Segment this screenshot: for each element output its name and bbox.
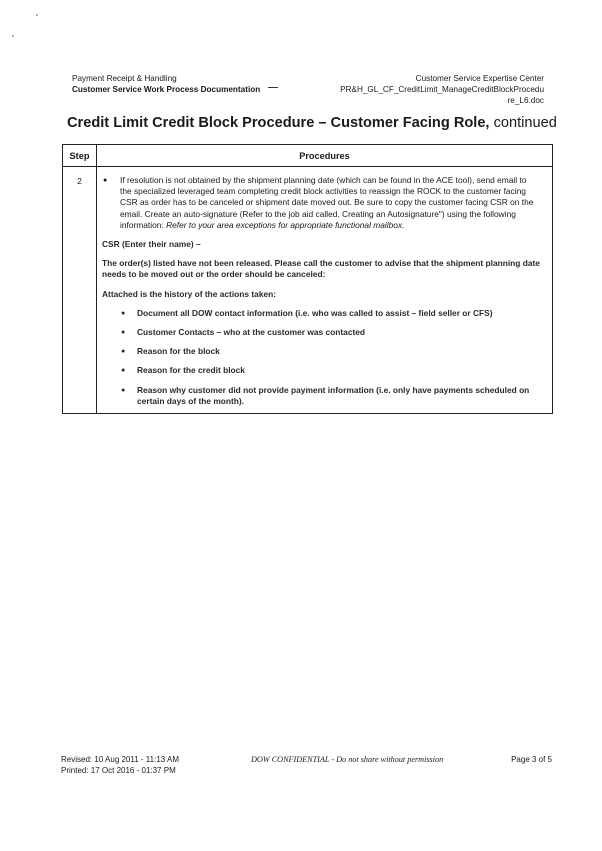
column-header-procedures: Procedures	[97, 145, 553, 167]
list-item-text: Document all DOW contact information (i.e. who was called to assist – field seller or CFS)	[137, 307, 493, 318]
table-header-row	[63, 145, 553, 167]
page-title-main: Credit Limit Credit Block Procedure – Customer Facing Role,	[67, 115, 490, 131]
order-message: The order(s) listed have not been released. Please call the customer to advise that the shipment planning date needs to be moved out or the order should be canceled:	[102, 258, 540, 280]
attached-history-line: Attached is the history of the actions taken:	[102, 288, 277, 299]
column-header-step: Step	[63, 145, 97, 167]
bullet-icon: ●	[121, 329, 126, 337]
list-item-text: Reason for the block	[137, 346, 220, 357]
header-doc-type: Customer Service Work Process Documentation	[72, 85, 261, 94]
bullet-icon: ●	[121, 367, 126, 375]
footer-dates	[61, 755, 179, 776]
header-filename-line2: re_L6.doc	[507, 96, 544, 105]
csr-line: CSR (Enter their name) –	[102, 239, 201, 250]
list-item	[121, 308, 540, 319]
header-filename-line1: PR&H_GL_CF_CreditLimit_ManageCreditBlockProcedu	[340, 85, 544, 94]
header-rule	[268, 87, 278, 88]
scan-speck	[36, 14, 38, 16]
list-item	[121, 346, 540, 357]
procedure-cell	[97, 167, 553, 414]
list-item	[121, 327, 540, 338]
table-row	[63, 167, 553, 414]
list-item	[121, 365, 540, 376]
list-item-text: Customer Contacts – who at the customer was contacted	[137, 327, 366, 338]
bullet-icon: ●	[121, 348, 126, 356]
footer-confidential: DOW CONFIDENTIAL - Do not share without permission	[251, 755, 444, 764]
list-item-text: Reason why customer did not provide payment information (i.e. only have payments scheduled on certain days of the month).	[137, 384, 530, 406]
page-title	[67, 115, 557, 131]
bullet-icon: ●	[121, 309, 126, 317]
procedure-table	[62, 144, 553, 414]
header-center-name: Customer Service Expertise Center	[415, 74, 544, 83]
header-left	[72, 73, 260, 95]
list-item-text: Reason for the credit block	[137, 365, 245, 376]
procedure-bullet-italic: Refer to your area exceptions for appropriate functional mailbox.	[166, 219, 405, 230]
list-item	[121, 385, 540, 407]
history-list	[102, 308, 540, 407]
footer-revised: Revised: 10 Aug 2011 - 11:13 AM	[61, 755, 180, 764]
footer-printed: Printed: 17 Oct 2016 - 01:37 PM	[61, 765, 176, 775]
bullet-icon: ●	[121, 386, 126, 394]
procedure-bullet-text: If resolution is not obtained by the shipment planning date (which can be found in the ACE tool), send email to the specialized leveraged team completing credit block activities to reassign the ROCK to the customer facing CSR as order has to be canceled or shipment date moved out. Be sure to copy the customer facing CSR on the email. Create an auto-signature (Refer to the job aid called, Creating an Autosignature") using the following information:	[120, 175, 534, 230]
header-section-name: Payment Receipt & Handling	[72, 74, 177, 83]
procedure-bullet	[102, 175, 540, 231]
header-right	[304, 73, 544, 106]
bullet-icon: ●	[103, 177, 108, 184]
footer-page-number: Page 3 of 5	[511, 755, 552, 764]
scan-speck	[12, 35, 14, 37]
page-title-continued: continued	[493, 115, 557, 131]
step-number: 2	[63, 167, 97, 414]
